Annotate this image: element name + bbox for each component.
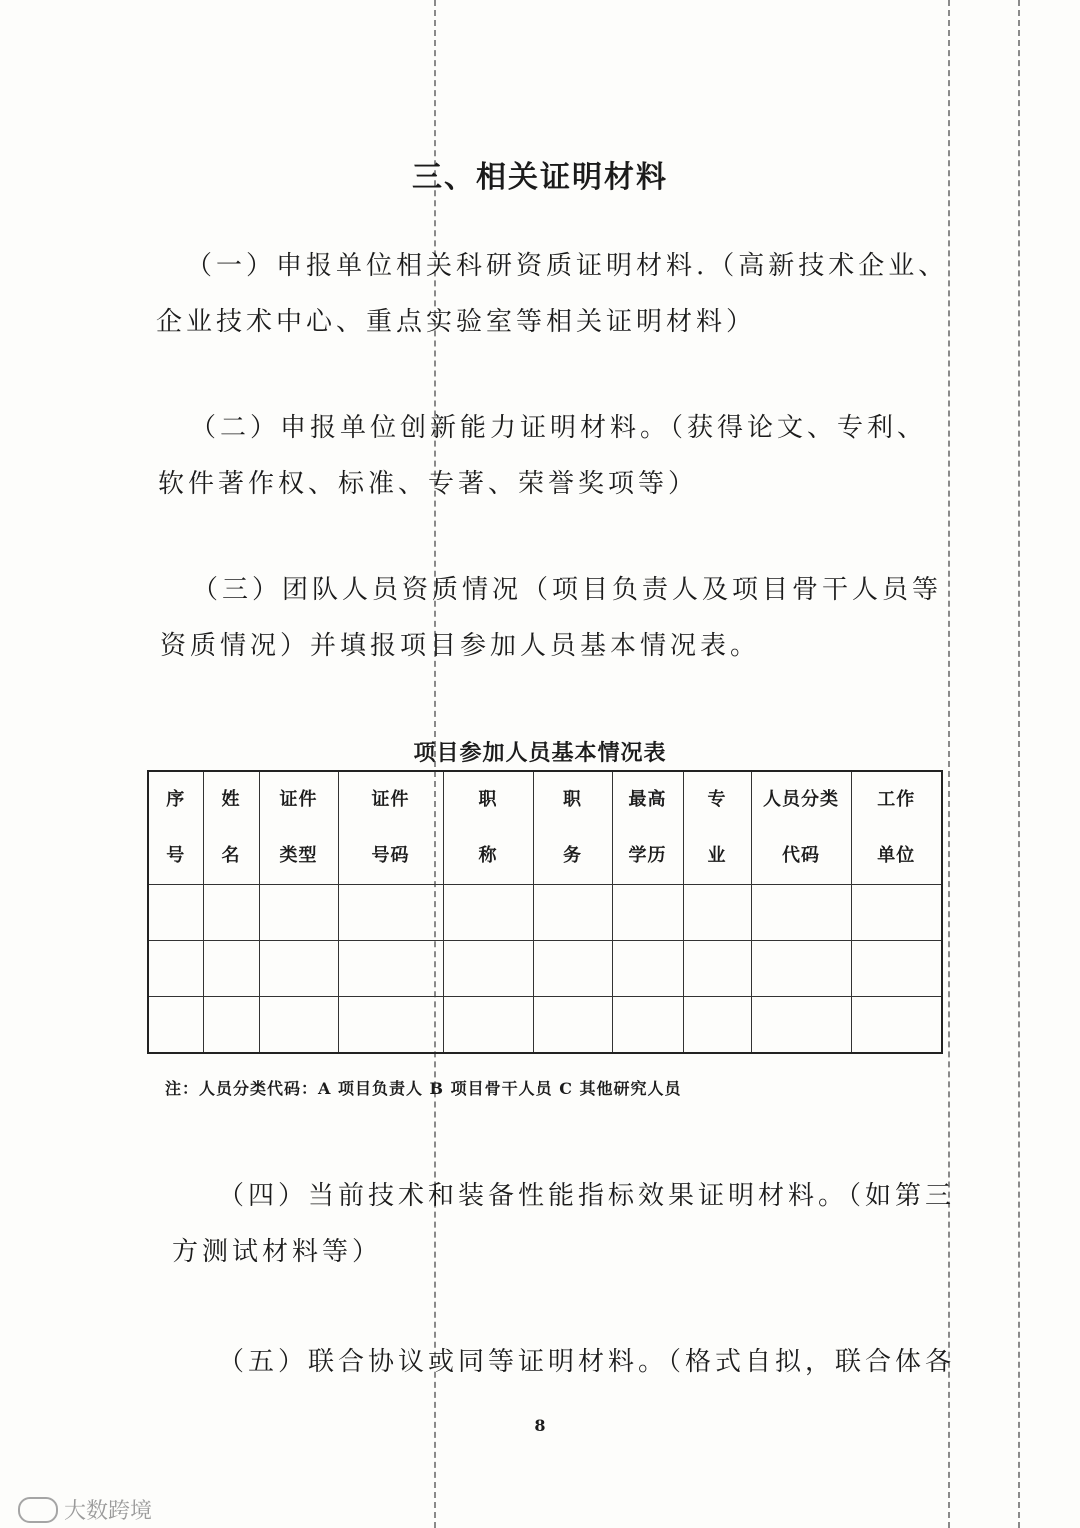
header-cell: 姓 名 <box>203 771 259 885</box>
table-cell <box>533 997 612 1054</box>
table-cell <box>851 941 942 997</box>
table-cell <box>148 997 203 1054</box>
table-cell <box>259 885 338 941</box>
table-cell <box>338 941 443 997</box>
paragraph-5 <box>218 1334 955 1390</box>
paragraph-line: （二）申报单位创新能力证明材料。（获得论文、专利、 <box>190 413 928 443</box>
header-cell: 工作 单位 <box>851 771 942 885</box>
table-title: 项目参加人员基本情况表 <box>413 740 667 766</box>
table-cell <box>259 997 338 1054</box>
header-cell: 最高 学历 <box>612 771 683 885</box>
table-cell <box>443 997 533 1054</box>
table-cell <box>338 885 443 941</box>
header-cell: 证件 号码 <box>338 771 443 885</box>
table-cell <box>612 885 683 941</box>
paragraph-line: 方测试材料等） <box>172 1237 383 1267</box>
table-cell <box>612 997 683 1054</box>
watermark-text: 大数跨境 <box>64 1499 153 1524</box>
table-cell <box>751 941 851 997</box>
paragraph-line: （三）团队人员资质情况（项目负责人及项目骨干人员等 <box>192 575 943 605</box>
member-info-table <box>147 770 943 1054</box>
table-cell <box>851 997 942 1054</box>
watermark-logo-icon <box>18 1497 58 1523</box>
header-cell: 证件 类型 <box>259 771 338 885</box>
table-row <box>148 941 942 997</box>
paragraph-line: 软件著作权、标准、专著、荣誉奖项等） <box>158 469 699 499</box>
paragraph-line: 资质情况）并填报项目参加人员基本情况表。 <box>160 631 761 661</box>
header-cell: 专 业 <box>683 771 751 885</box>
paragraph-line: （五）联合协议或同等证明材料。（格式自拟，联合体各 <box>218 1347 956 1377</box>
table-row <box>148 997 942 1054</box>
paragraph-line: 企业技术中心、重点实验室等相关证明材料） <box>156 307 757 337</box>
table-cell <box>683 885 751 941</box>
table-cell <box>683 997 751 1054</box>
watermark <box>18 1494 152 1525</box>
table-cell <box>203 997 259 1054</box>
table-cell <box>612 941 683 997</box>
table-row <box>148 885 942 941</box>
header-cell: 序 号 <box>148 771 203 885</box>
page-title: 三、相关证明材料 <box>412 160 668 195</box>
table-note: 注：人员分类代码：A 项目负责人 B 项目骨干人员 C 其他研究人员 <box>165 1079 682 1098</box>
header-cell: 人员分类 代码 <box>751 771 851 885</box>
paragraph-line: （四）当前技术和装备性能指标效果证明材料。（如第三 <box>218 1181 956 1211</box>
page-number: 8 <box>534 1416 546 1435</box>
table-cell <box>851 885 942 941</box>
table-cell <box>148 885 203 941</box>
table-body <box>148 885 942 1054</box>
table-cell <box>751 997 851 1054</box>
header-cell: 职 称 <box>443 771 533 885</box>
table-cell <box>751 885 851 941</box>
table-cell <box>443 885 533 941</box>
paragraph-4 <box>172 1168 956 1280</box>
table-cell <box>533 941 612 997</box>
paragraph-line: （一）申报单位相关科研资质证明材料.（高新技术企业、 <box>186 251 949 281</box>
paragraph-2 <box>158 400 928 512</box>
paragraph-3 <box>160 562 943 674</box>
table-cell <box>533 885 612 941</box>
table-cell <box>683 941 751 997</box>
table-cell <box>259 941 338 997</box>
table-cell <box>203 941 259 997</box>
table-cell <box>443 941 533 997</box>
table-cell <box>203 885 259 941</box>
header-cell: 职 务 <box>533 771 612 885</box>
table-header-row <box>148 771 942 885</box>
table-cell <box>148 941 203 997</box>
table-cell <box>338 997 443 1054</box>
paragraph-1 <box>156 238 949 350</box>
